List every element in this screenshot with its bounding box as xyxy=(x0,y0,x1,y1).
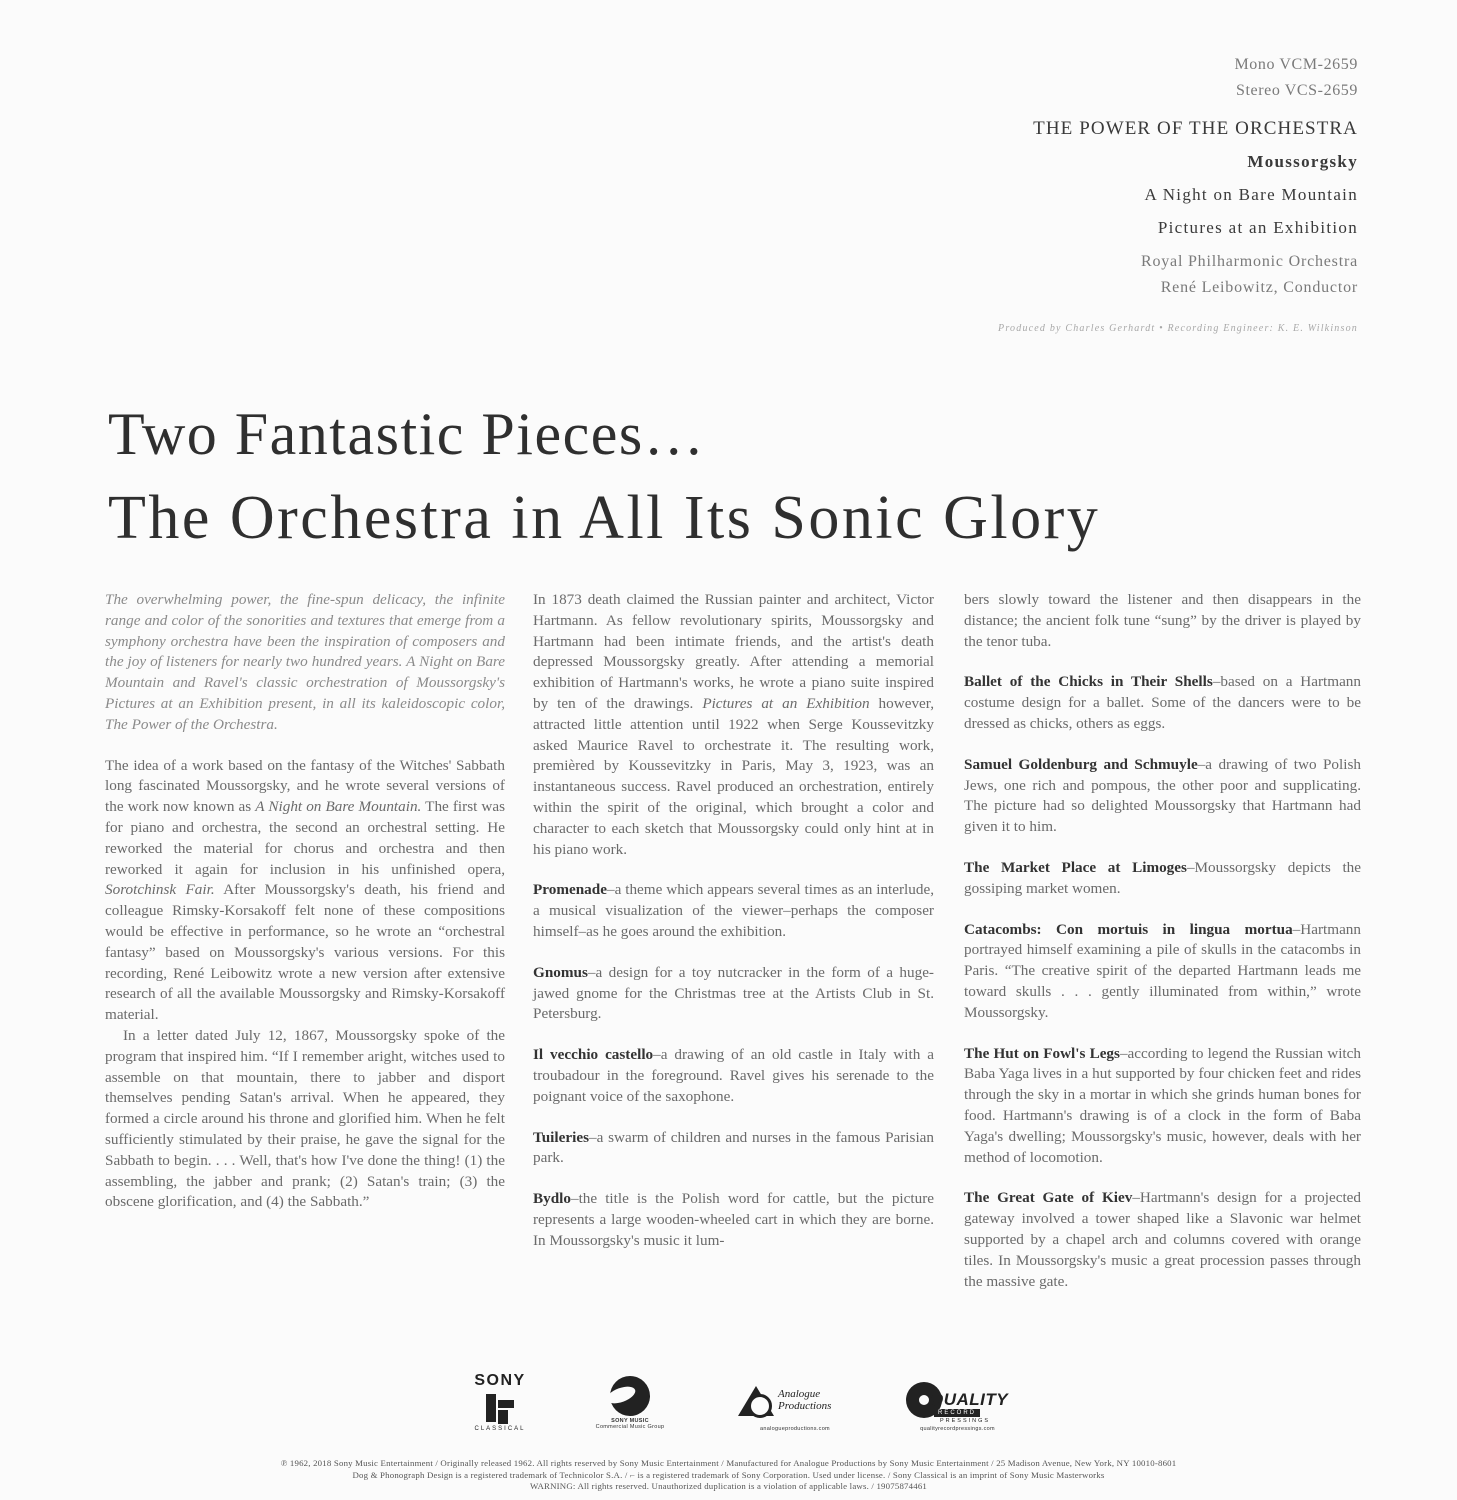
quality-record-pressings-logo xyxy=(900,1382,1015,1432)
analogue-productions-mark xyxy=(730,1378,860,1426)
movement-tuileries xyxy=(533,1128,934,1170)
movement-bydlo xyxy=(533,1189,934,1251)
movement-title: The Hut on Fowl's Legs xyxy=(964,1044,1120,1062)
mono-catalog: Mono VCM-2659 xyxy=(1234,56,1358,73)
movement-hut xyxy=(964,1044,1361,1169)
movement-ballet xyxy=(964,672,1361,734)
sony-music-icon xyxy=(606,1374,654,1418)
movement-title: Il vecchio castello xyxy=(533,1046,654,1064)
movement-market xyxy=(964,858,1361,900)
movement-description: –a theme which appears several times as an interlude, a musical visualization of the viewer–perhaps the composer himself–as he goes around the exhibition. xyxy=(533,881,934,940)
movement-promenade xyxy=(533,880,934,942)
ap-line-1: Analogue xyxy=(778,1388,821,1400)
movement-gnomus xyxy=(533,963,934,1025)
producer-credit: Produced by Charles Gerhardt • Recording Engineer: K. E. Wilkinson xyxy=(998,323,1358,334)
album-title: THE POWER OF THE ORCHESTRA xyxy=(1033,118,1358,139)
movement-description: –the title is the Polish word for cattle, but the picture represents a large wooden-wheeled cart in which they are borne. In Moussorgsky's music it lum- xyxy=(533,1190,934,1249)
column-2 xyxy=(533,590,934,1272)
qrp-wordmark: QUALITY xyxy=(930,1390,1009,1409)
sony-wordmark: SONY xyxy=(474,1372,526,1389)
movement-description: –a design for a toy nutcracker in the form of a huge-jawed gnome for the Christmas tree at the Artists Club in St. Petersburg. xyxy=(533,963,934,1023)
movement-title: Gnomus xyxy=(533,963,588,981)
sony-classical-label: CLASSICAL xyxy=(474,1426,526,1432)
ap-line-2: Productions xyxy=(778,1400,832,1412)
text-run: The idea of a work based on the fantasy of the Witches' Sabbath long fascinated Moussorgsky, and he wrote several versions of the work now known as xyxy=(105,756,505,816)
paragraph-letter: In a letter dated July 12, 1867, Moussorgsky spoke of the program that inspired him. “If I remember aright, witches used to assemble on that mountain, there to jabber and disport themselves pending Satan's arrival. When he appeared, they formed a circle around his throne and glorified him. When he felt sufficiently stimulated by their praise, he gave the signal for the Sabbath to begin. . . . Well, that's how I've done the thing! (1) the assembling, the jabber and prank; (2) Satan's train; (3) the obscene glorification, and (4) the Sabbath.” xyxy=(105,1026,505,1211)
work-title: Sorotchinsk Fair. xyxy=(105,881,215,899)
paragraph-night-on-bare-mountain xyxy=(105,756,505,1026)
movement-catacombs xyxy=(964,920,1361,1024)
analogue-productions-name xyxy=(778,1388,831,1412)
movement-title: The Great Gate of Kiev xyxy=(964,1189,1133,1207)
sony-classical-icon xyxy=(480,1392,520,1426)
qrp-sublabel-2: PRESSINGS xyxy=(940,1418,991,1424)
sony-music-sublabel: Commercial Music Group xyxy=(595,1424,665,1430)
movement-castello xyxy=(533,1045,934,1107)
headline xyxy=(108,392,1100,560)
footer-line-1: ℗ 1962, 2018 Sony Music Entertainment / Originally released 1962. All rights reserved by Sony Music Entertainment / Manufactured for Analogue Productions by Sony Music Entertainment / 25 Madison Avenue, New York, NY 10010-8601 xyxy=(280,1458,1177,1468)
movement-samuel xyxy=(964,755,1361,838)
movement-title: Catacombs: Con mortuis in lingua mortua xyxy=(964,920,1293,938)
sony-music-logo xyxy=(590,1374,670,1430)
sony-classical-logo xyxy=(460,1372,540,1432)
bydlo-continued: bers slowly toward the listener and then disappears in the distance; the ancient folk tune “sung” by the driver is played by the tenor tuba. xyxy=(964,591,1361,650)
movement-title: Promenade xyxy=(533,881,607,899)
movement-title: Samuel Goldenburg and Schmuyle xyxy=(964,755,1198,773)
movement-title: The Market Place at Limoges xyxy=(964,858,1187,876)
text-run: The first was for piano and orchestra, the second an orchestral setting. He reworked the material for chorus and orchestra and then reworked it again for inclusion in his unfinished opera, xyxy=(105,798,506,878)
intro-paragraph: The overwhelming power, the fine-spun delicacy, the infinite range and color of the sonorities and textures that emerge from a symphony orchestra have been the inspiration of composers and the joy of listeners for nearly two hundred years. A Night on Bare Mountain and Ravel's classic orchestration of Moussorgsky's Pictures at an Exhibition present, in all its kaleidoscopic color, The Power of the Orchestra. xyxy=(105,591,505,733)
sony-music-label: SONY MUSIC xyxy=(611,1418,649,1424)
qrp-url: qualityrecordpressings.com xyxy=(920,1426,995,1432)
footer-line-3: WARNING: All rights reserved. Unauthorized duplication is a violation of applicable laws. / 19075874461 xyxy=(529,1481,928,1491)
conductor: René Leibowitz, Conductor xyxy=(1160,279,1358,296)
work-title: A Night on Bare Mountain. xyxy=(255,798,422,816)
column-1 xyxy=(105,590,505,1233)
movement-title: Ballet of the Chicks in Their Shells xyxy=(964,673,1213,691)
qrp-sublabel-1: RECORD xyxy=(934,1409,980,1417)
movement-description: –a drawing of two Polish Jews, one rich and pompous, the other poor and supplicating. The picture had so delighted Moussorgsky that Hartmann had given it to him. xyxy=(964,755,1361,836)
footer-line-2: Dog & Phonograph Design is a registered trademark of Technicolor S.A. / ⌐ is a registered trademark of Sony Corporation. Used under license. / Sony Classical is an imprint of Sony Music Masterworks xyxy=(352,1469,1105,1480)
movement-description: –Hartmann's design for a projected gateway involved a tower shaped like a Slavonic war helmet supported by a chapel arch and columns covered with orange tiles. In Moussorgsky's music a great procession passes through the massive gate. xyxy=(964,1189,1362,1290)
composer: Moussorgsky xyxy=(1247,152,1358,171)
analogue-productions-logo xyxy=(730,1378,860,1432)
legal-footer xyxy=(0,1458,1457,1493)
movement-description: –a swarm of children and nurses in the famous Parisian park. xyxy=(533,1128,934,1167)
paragraph-hartmann xyxy=(533,590,934,860)
movement-title: Tuileries xyxy=(533,1128,589,1146)
record-icon xyxy=(748,1394,772,1418)
logo-row xyxy=(440,1372,1040,1448)
movement-description: –based on a Hartmann costume design for a ballet. Some of the dancers were to be dressed as chicks, others as eggs. xyxy=(964,673,1361,732)
text-run: In 1873 death claimed the Russian painter and architect, Victor Hartmann. As fellow revolutionary spirits, Moussorgsky and Hartmann had been intimate friends, and the artist's death depressed Moussorgsky greatly. After attending a memorial exhibition of Hartmann's works, he wrote a piano suite inspired by ten of the drawings. xyxy=(533,591,934,712)
column-3 xyxy=(964,590,1361,1312)
orchestra: Royal Philharmonic Orchestra xyxy=(1140,253,1358,270)
credits-block xyxy=(998,52,1358,334)
headline-line-1: Two Fantastic Pieces… xyxy=(108,401,706,467)
headline-line-2: The Orchestra in All Its Sonic Glory xyxy=(108,484,1101,552)
movement-gate xyxy=(964,1188,1361,1292)
movement-description: –according to legend the Russian witch Baba Yaga lives in a hut supported by four chicken feet and rides through the sky in a mortar in which she grinds human bones for food. Hartmann's drawing is of a clock in the form of Baba Yaga's dwelling; Moussorgsky's music, however, deals with her method of locomotion. xyxy=(964,1044,1361,1166)
movement-description: –Hartmann portrayed himself examining a pile of skulls in the catacombs in Paris. “The creative spirit of the departed Hartmann leads me toward skulls . . . gently illuminated from within,” wrote Moussorgsky. xyxy=(964,920,1361,1021)
stereo-catalog: Stereo VCS-2659 xyxy=(1235,82,1358,99)
work-1: A Night on Bare Mountain xyxy=(1144,185,1358,204)
movement-title: Bydlo xyxy=(533,1190,571,1208)
text-run: After Moussorgsky's death, his friend and colleague Rimsky-Korsakoff felt none of these compositions would be effective in performance, so he wrote an “orchestral fantasy” based on Moussorgsky's various versions. For this recording, René Leibowitz wrote a new version after extensive research of all the available Moussorgsky and Rimsky-Korsakoff material. xyxy=(105,881,505,1024)
analogue-productions-url: analogueproductions.com xyxy=(760,1426,830,1432)
movement-description: –Moussorgsky depicts the gossiping market women. xyxy=(964,858,1362,897)
work-2: Pictures at an Exhibition xyxy=(1157,218,1358,237)
work-title: Pictures at an Exhibition xyxy=(702,694,870,712)
text-run: however, attracted little attention until 1922 when Serge Koussevitzky asked Maurice Ravel to orchestrate it. The resulting work, premièred by Koussevitzky in Paris, May 3, 1923, was an instantaneous success. Ravel produced an orchestration, entirely within the spirit of the original, which brought a color and character to each sketch that Moussorgsky could only hint at in his piano work. xyxy=(533,694,935,858)
qrp-mark xyxy=(900,1382,1015,1426)
movement-description: –a drawing of an old castle in Italy with a troubadour in the foreground. Ravel gives his serenade to the poignant voice of the saxophone. xyxy=(533,1046,934,1105)
